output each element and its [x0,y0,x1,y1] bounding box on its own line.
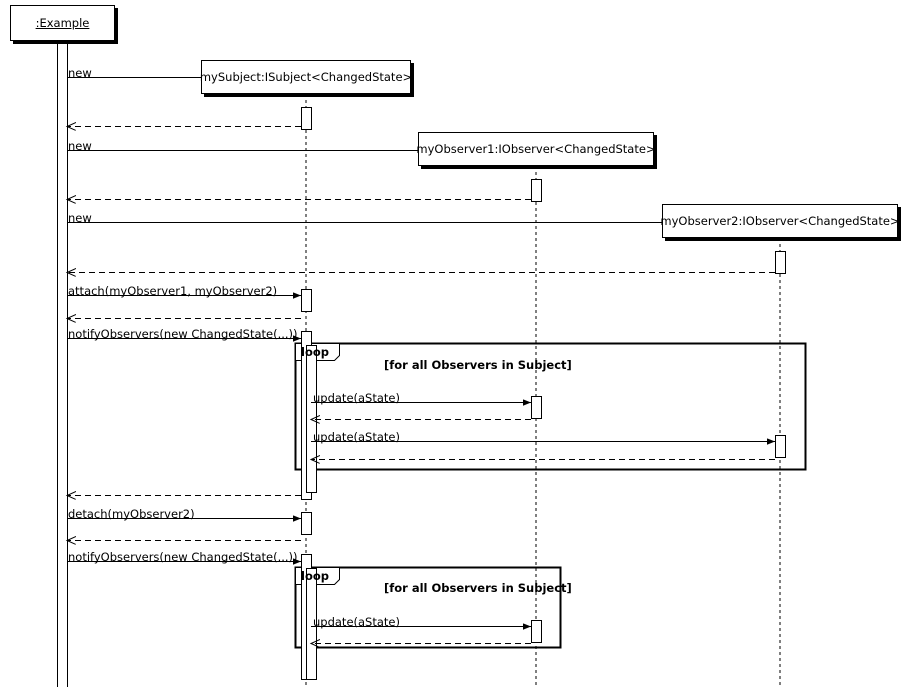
lifeline-label-subject: mySubject:ISubject<ChangedState> [199,70,413,84]
lifeline-head-subject[interactable] [201,60,411,94]
message-label-m18: update(aState) [313,615,400,629]
activation-a-example [58,42,68,687]
activation-a-obs1-2 [532,397,542,419]
combined-fragments [296,344,806,648]
lifeline-head-observer2[interactable] [662,204,898,238]
message-label-m5: new [68,211,92,225]
activation-a-subject-2 [302,290,312,312]
fragment-operator-loop2: loop [301,569,329,583]
fragment-guard-loop2: [for all Observers in Subject] [384,581,572,595]
lifeline-label-example: :Example [35,16,90,30]
fragment-guard-loop1: [for all Observers in Subject] [384,358,572,372]
activation-a-obs2-1 [776,252,786,274]
lifeline-label-observer1: myObserver1:IObserver<ChangedState> [416,142,656,156]
message-label-m1: new [68,66,92,80]
message-label-m12: update(aState) [313,430,400,444]
lifeline-head-example[interactable] [10,5,115,41]
activation-a-obs1-1 [532,180,542,202]
message-label-m10: update(aState) [313,391,400,405]
activation-a-subject-1 [302,108,312,130]
activation-a-subject-4 [302,513,312,535]
activation-a-obs2-2 [776,436,786,458]
activation-a-obs1-3 [532,621,542,643]
message-label-m9: notifyObservers(new ChangedState(...)) [68,327,298,341]
message-label-m3: new [68,139,92,153]
lifeline-label-observer2: myObserver2:IObserver<ChangedState> [660,214,900,228]
message-label-m17: notifyObservers(new ChangedState(...)) [68,550,298,564]
message-label-m15: detach(myObserver2) [68,507,195,521]
lifeline-head-observer1[interactable] [418,132,654,166]
message-label-m7: attach(myObserver1, myObserver2) [68,284,278,298]
fragment-operator-loop1: loop [301,345,329,359]
